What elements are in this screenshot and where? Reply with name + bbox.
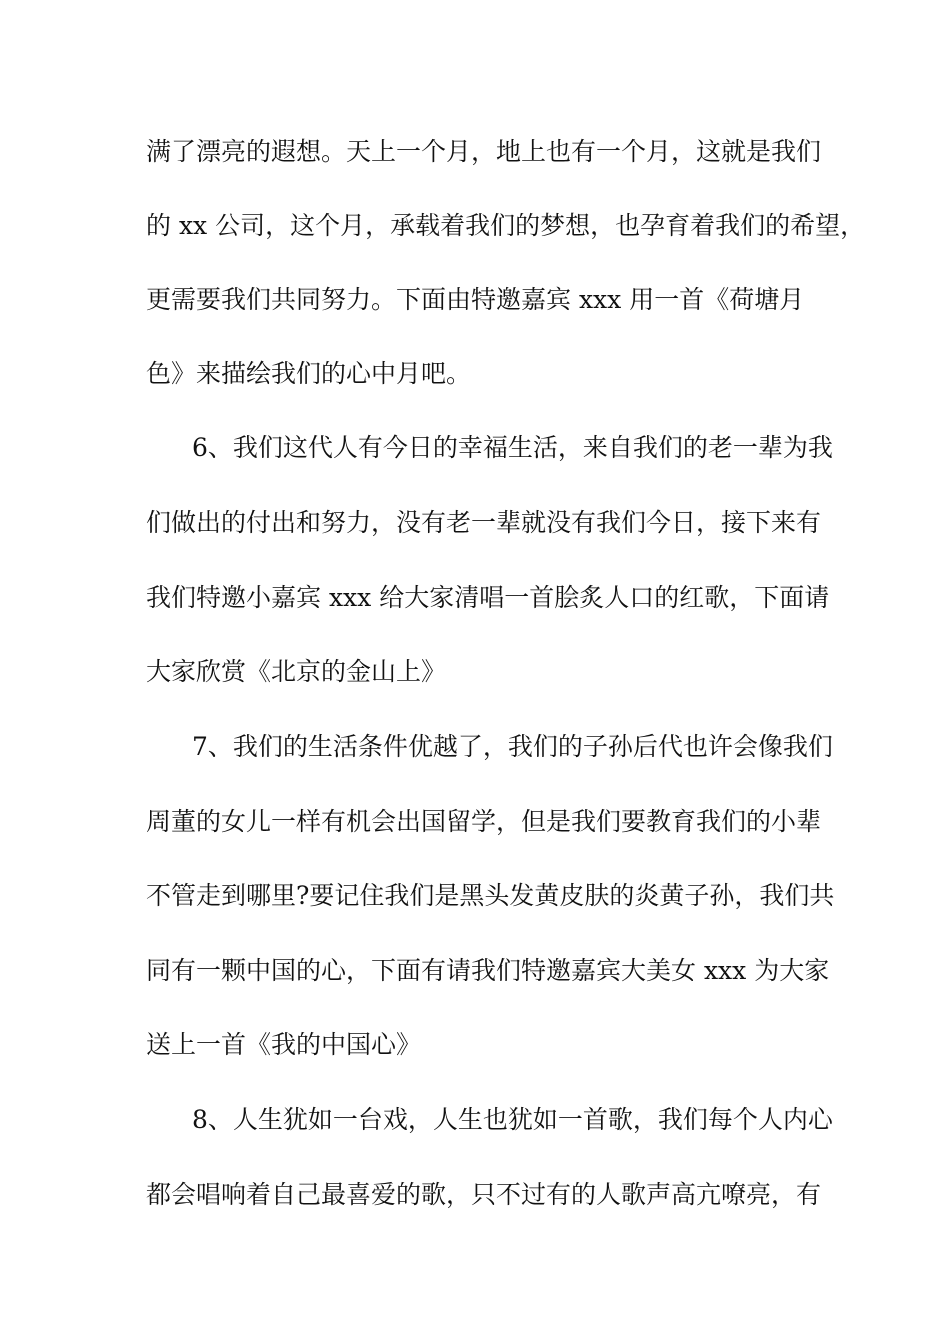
- text-line: 送上一首《我的中国心》: [146, 1030, 422, 1059]
- text-line: 我们特邀小嘉宾 xxx 给大家清唱一首脍炙人口的红歌，下面请: [146, 583, 830, 612]
- paragraph-8-start: 8、人生犹如一台戏，人生也犹如一首歌，我们每个人内心: [192, 1105, 833, 1134]
- text-line: 色》来描绘我们的心中月吧。: [146, 359, 472, 388]
- text-line: 不管走到哪里?要记住我们是黑头发黄皮肤的炎黄子孙，我们共: [146, 881, 835, 910]
- text-line: 的 xx 公司，这个月，承载着我们的梦想，也孕育着我们的希望，: [146, 211, 866, 240]
- text-line: 满了漂亮的遐想。天上一个月，地上也有一个月，这就是我们: [146, 137, 822, 166]
- paragraph-6-start: 6、我们这代人有今日的幸福生活，来自我们的老一辈为我: [192, 433, 833, 462]
- paragraph-7-start: 7、我们的生活条件优越了，我们的子孙后代也许会像我们: [192, 732, 833, 761]
- text-line: 更需要我们共同努力。下面由特邀嘉宾 xxx 用一首《荷塘月: [146, 285, 805, 314]
- text-line: 同有一颗中国的心，下面有请我们特邀嘉宾大美女 xxx 为大家: [146, 956, 830, 985]
- text-line: 周董的女儿一样有机会出国留学，但是我们要教育我们的小辈: [146, 807, 822, 836]
- text-line: 都会唱响着自己最喜爱的歌，只不过有的人歌声高亢嘹亮，有: [146, 1180, 822, 1209]
- text-line: 大家欣赏《北京的金山上》: [146, 657, 447, 686]
- text-line: 们做出的付出和努力，没有老一辈就没有我们今日，接下来有: [146, 508, 822, 537]
